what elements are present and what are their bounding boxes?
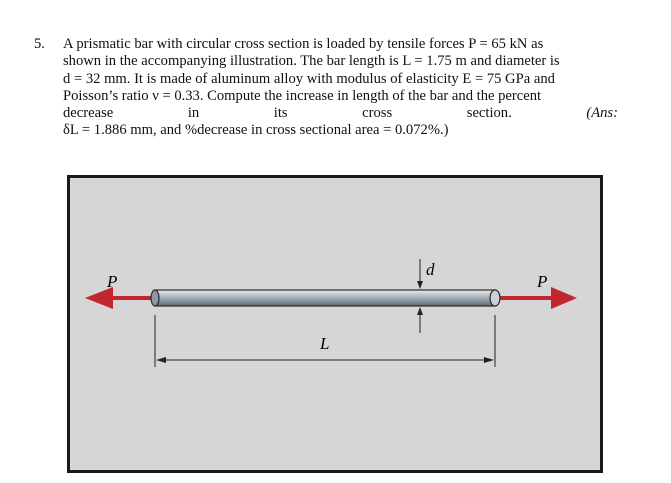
length-label: L: [320, 334, 330, 353]
word: in: [187, 105, 200, 122]
problem-body: [63, 36, 618, 140]
answer-label: (Ans:: [586, 105, 618, 122]
bar-figure: [67, 175, 603, 473]
problem-line-2: shown in the accompanying illustration. The bar length is L = 1.75 m and diameter is: [63, 53, 560, 70]
problem-line-4: Poisson’s ratio ν = 0.33. Compute the increase in length of the bar and the percent: [63, 87, 542, 104]
word: section.: [466, 105, 512, 122]
right-force-label: P: [537, 272, 548, 291]
word: its: [273, 105, 288, 122]
diameter-label: d: [426, 260, 435, 279]
problem-number: 5.: [34, 36, 45, 52]
problem-line-3: d = 32 mm. It is made of aluminum alloy with modulus of elasticity E = 75 GPa and: [63, 70, 555, 87]
problem-line-6: δL = 1.886 mm, and %decrease in cross sectional area = 0.072%.): [63, 122, 449, 139]
problem-line-1: A prismatic bar with circular cross section is loaded by tensile forces P = 65 kN as: [63, 36, 544, 52]
problem-statement: [34, 36, 618, 140]
prismatic-bar: [151, 290, 500, 306]
word: decrease: [63, 105, 114, 122]
left-force-label: P: [107, 272, 118, 291]
figure-panel: [69, 177, 602, 472]
bar-diagram: [67, 175, 603, 473]
word: cross: [362, 105, 393, 122]
problem-line-5: [63, 105, 618, 122]
